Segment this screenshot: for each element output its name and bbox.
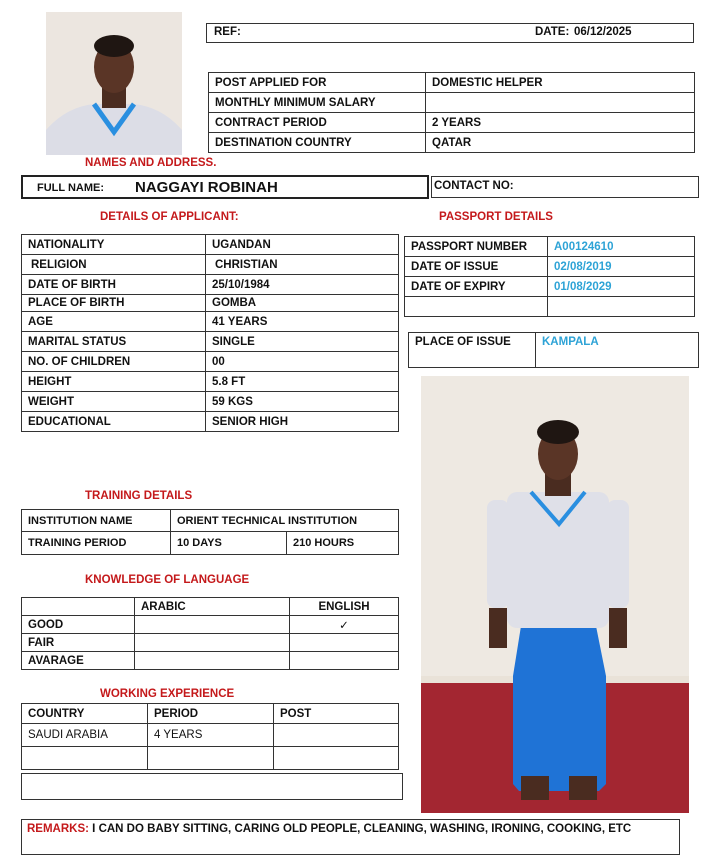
religion-label: RELIGION <box>22 255 206 275</box>
experience-post <box>274 724 399 747</box>
experience-heading: WORKING EXPERIENCE <box>100 688 235 700</box>
table-row <box>22 332 399 352</box>
country-header: COUNTRY <box>22 704 148 724</box>
ref-date-box <box>206 23 694 43</box>
marital-value: SINGLE <box>206 332 399 352</box>
training-hours: 210 HOURS <box>287 532 399 555</box>
training-table <box>21 509 399 555</box>
table-row <box>22 704 399 724</box>
table-row <box>22 312 399 332</box>
table-row <box>209 133 695 153</box>
details-applicant-heading: DETAILS OF APPLICANT: <box>100 211 239 223</box>
table-row <box>405 277 695 297</box>
weight-value: 59 KGS <box>206 392 399 412</box>
fair-english <box>290 634 399 652</box>
table-row <box>22 747 399 770</box>
language-empty-header <box>22 598 135 616</box>
table-row <box>22 392 399 412</box>
salary-value <box>426 93 695 113</box>
place-of-issue-value-box <box>535 332 699 368</box>
full-body-figure <box>421 376 689 813</box>
salary-label: MONTHLY MINIMUM SALARY <box>209 93 426 113</box>
expiry-date-value: 01/08/2029 <box>548 277 695 297</box>
table-row <box>22 532 399 555</box>
nationality-label: NATIONALITY <box>22 235 206 255</box>
contract-label: CONTRACT PERIOD <box>209 113 426 133</box>
remarks-text: I CAN DO BABY SITTING, CARING OLD PEOPLE, CLEANING, WASHING, IRONING, COOKING, ETC <box>88 823 632 835</box>
post-label: POST APPLIED FOR <box>209 73 426 93</box>
table-row <box>22 352 399 372</box>
names-address-heading: NAMES AND ADDRESS. <box>85 157 217 169</box>
passport-empty-cell <box>405 297 548 317</box>
table-row <box>22 616 399 634</box>
average-arabic <box>135 652 290 670</box>
table-row <box>22 295 399 312</box>
dob-label: DATE OF BIRTH <box>22 275 206 295</box>
date-label: DATE: <box>535 26 570 38</box>
period-header: PERIOD <box>148 704 274 724</box>
post-table <box>208 72 695 153</box>
place-of-issue-label-box <box>408 332 536 368</box>
issue-date-label: DATE OF ISSUE <box>405 257 548 277</box>
applicant-details-table <box>21 234 399 432</box>
experience-period: 4 YEARS <box>148 724 274 747</box>
religion-value: CHRISTIAN <box>206 255 399 275</box>
full-name-box <box>21 175 429 199</box>
passport-number-label: PASSPORT NUMBER <box>405 237 548 257</box>
ref-label: REF: <box>214 26 241 38</box>
height-value: 5.8 FT <box>206 372 399 392</box>
institution-label: INSTITUTION NAME <box>22 510 171 532</box>
table-row <box>209 93 695 113</box>
table-row <box>405 237 695 257</box>
height-label: HEIGHT <box>22 372 206 392</box>
full-name-label: FULL NAME: <box>37 182 105 194</box>
experience-table <box>21 703 399 770</box>
contact-box <box>431 176 699 198</box>
birthplace-value: GOMBA <box>206 295 399 312</box>
table-row <box>22 598 399 616</box>
remarks-line <box>27 823 631 835</box>
post-header: POST <box>274 704 399 724</box>
training-details-heading: TRAINING DETAILS <box>85 490 193 502</box>
remarks-box <box>21 819 680 855</box>
place-of-issue-label: PLACE OF ISSUE <box>415 336 511 348</box>
children-value: 00 <box>206 352 399 372</box>
contact-label: CONTACT NO: <box>434 180 514 192</box>
table-row <box>22 724 399 747</box>
language-table <box>21 597 399 670</box>
table-row <box>405 257 695 277</box>
language-heading: KNOWLEDGE OF LANGUAGE <box>85 574 250 586</box>
table-row <box>405 297 695 317</box>
birthplace-label: PLACE OF BIRTH <box>22 295 206 312</box>
expiry-date-label: DATE OF EXPIRY <box>405 277 548 297</box>
full-name-value: NAGGAYI ROBINAH <box>135 179 278 196</box>
place-of-issue-value: KAMPALA <box>542 336 599 348</box>
fair-label: FAIR <box>22 634 135 652</box>
experience-empty-cell <box>274 747 399 770</box>
destination-value: QATAR <box>426 133 695 153</box>
good-english-check: ✓ <box>290 616 399 634</box>
table-row <box>22 510 399 532</box>
contract-value: 2 YEARS <box>426 113 695 133</box>
passport-details-heading: PASSPORT DETAILS <box>439 211 553 223</box>
table-row <box>22 634 399 652</box>
date-value: 06/12/2025 <box>574 26 632 38</box>
table-row <box>22 255 399 275</box>
good-arabic <box>135 616 290 634</box>
nationality-value: UGANDAN <box>206 235 399 255</box>
table-row <box>22 275 399 295</box>
post-value: DOMESTIC HELPER <box>426 73 695 93</box>
age-label: AGE <box>22 312 206 332</box>
marital-label: MARITAL STATUS <box>22 332 206 352</box>
english-header: ENGLISH <box>290 598 399 616</box>
institution-value: ORIENT TECHNICAL INSTITUTION <box>171 510 399 532</box>
dob-value: 25/10/1984 <box>206 275 399 295</box>
average-label: AVARAGE <box>22 652 135 670</box>
average-english <box>290 652 399 670</box>
education-value: SENIOR HIGH <box>206 412 399 432</box>
weight-label: WEIGHT <box>22 392 206 412</box>
passport-table <box>404 236 695 317</box>
destination-label: DESTINATION COUNTRY <box>209 133 426 153</box>
table-row <box>22 372 399 392</box>
passport-empty-cell <box>548 297 695 317</box>
remarks-label: REMARKS: <box>27 823 89 835</box>
good-label: GOOD <box>22 616 135 634</box>
table-row <box>22 412 399 432</box>
arabic-header: ARABIC <box>135 598 290 616</box>
portrait-figure <box>46 12 182 155</box>
experience-country: SAUDI ARABIA <box>22 724 148 747</box>
passport-number-value: A00124610 <box>548 237 695 257</box>
issue-date-value: 02/08/2019 <box>548 257 695 277</box>
education-label: EDUCATIONAL <box>22 412 206 432</box>
training-days: 10 DAYS <box>171 532 287 555</box>
fair-arabic <box>135 634 290 652</box>
full-body-photo <box>421 376 689 813</box>
table-row <box>22 235 399 255</box>
table-row <box>209 113 695 133</box>
table-row <box>209 73 695 93</box>
experience-empty-cell <box>22 747 148 770</box>
age-value: 41 YEARS <box>206 312 399 332</box>
portrait-photo <box>46 12 182 155</box>
training-period-label: TRAINING PERIOD <box>22 532 171 555</box>
table-row <box>22 652 399 670</box>
experience-empty-cell <box>148 747 274 770</box>
experience-extra-row <box>21 773 403 800</box>
children-label: NO. OF CHILDREN <box>22 352 206 372</box>
